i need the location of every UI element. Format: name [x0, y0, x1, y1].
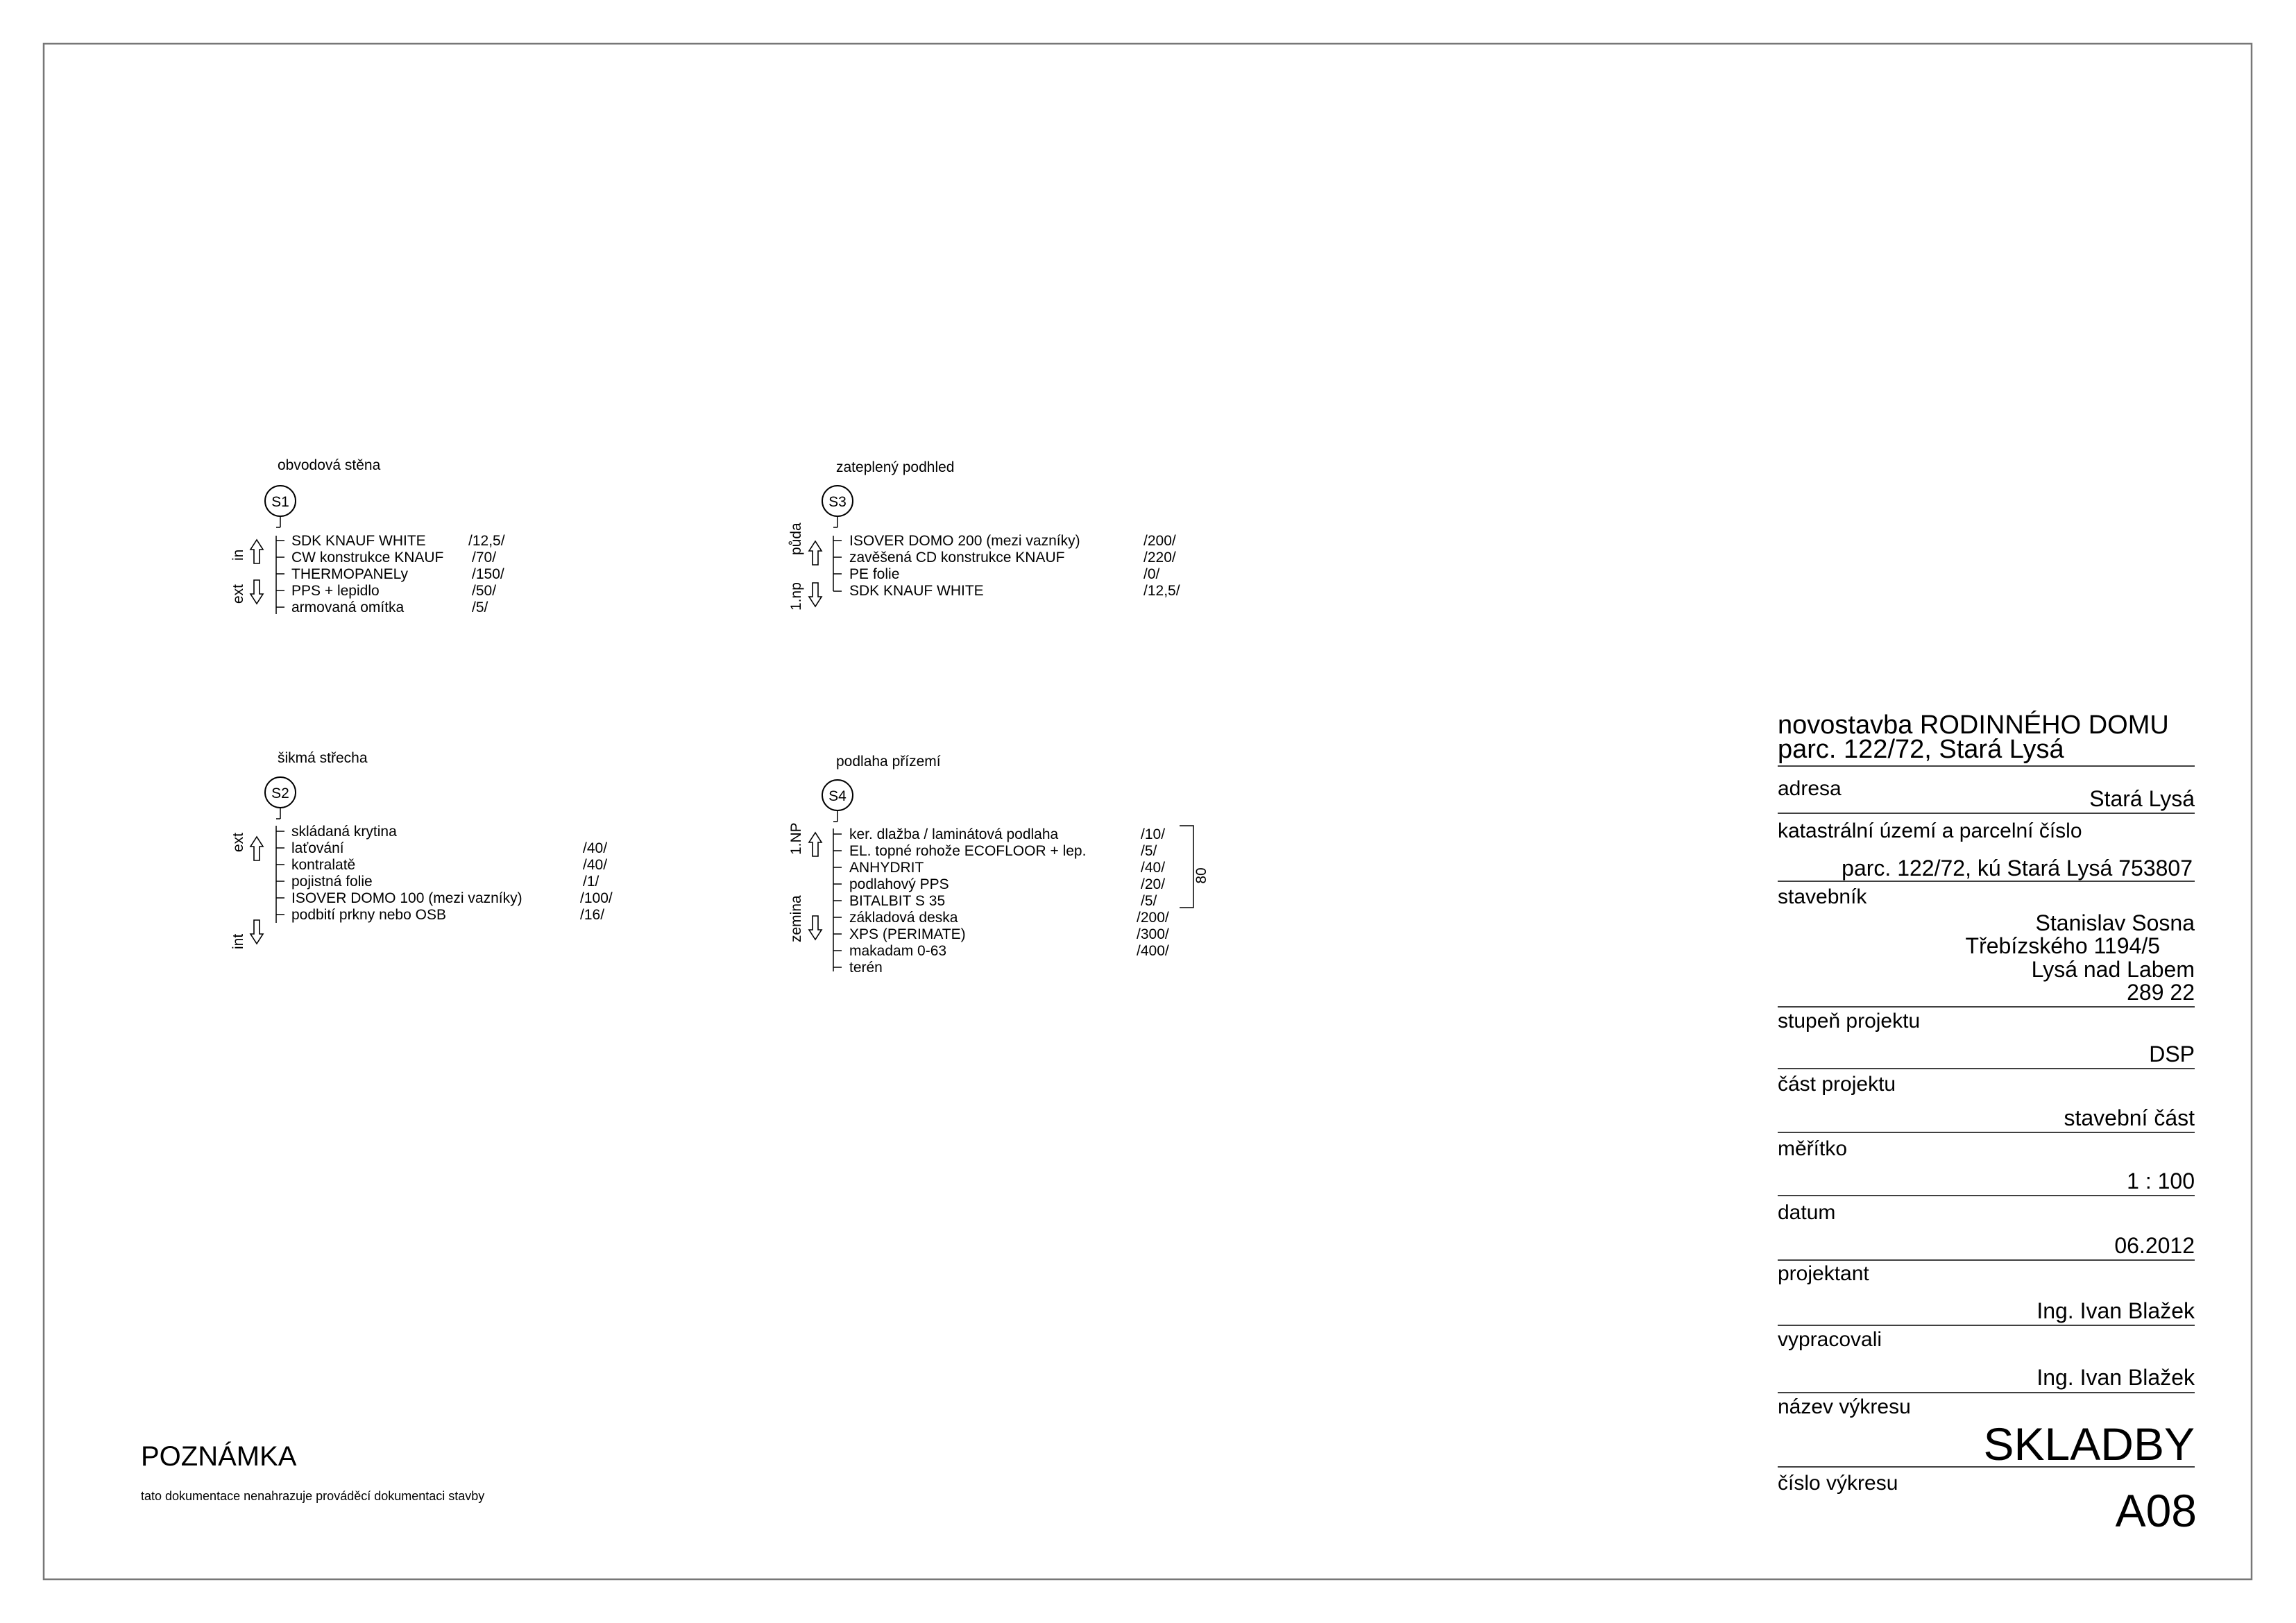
section-s2-side-top: ext	[230, 832, 246, 852]
investor-line: Třebízského 1194/5	[1965, 933, 2160, 958]
layer-thickness: /20/	[1141, 876, 1166, 892]
arrow-up-icon	[250, 837, 263, 860]
layer-name: PE folie	[849, 566, 900, 582]
part-label: část projektu	[1778, 1073, 1896, 1096]
address-value: Stará Lysá	[2089, 786, 2195, 811]
section-s3-side-bottom: 1.np	[788, 582, 804, 611]
layer-name: SDK KNAUF WHITE	[849, 583, 984, 599]
layer-name: armovaná omítka	[291, 600, 405, 615]
section-s3	[788, 459, 1180, 611]
layer-thickness: /400/	[1137, 943, 1169, 959]
arrow-down-icon	[809, 916, 822, 940]
section-s2-title: šikmá střecha	[278, 750, 368, 766]
arrow-up-icon	[809, 541, 822, 565]
layer-name: SDK KNAUF WHITE	[291, 533, 426, 549]
layer-name: ANHYDRIT	[849, 860, 924, 876]
layer-name: základová deska	[849, 910, 958, 926]
drawing-number-label: číslo výkresu	[1778, 1472, 1898, 1495]
layer-thickness: /40/	[583, 840, 608, 856]
address-label: adresa	[1778, 777, 1842, 800]
layer-thickness: /220/	[1143, 550, 1176, 566]
layer-name: THERMOPANELy	[291, 566, 409, 582]
arrow-up-icon	[250, 540, 263, 563]
drawing-name-label: název výkresu	[1778, 1395, 1911, 1418]
layer-name: podlahový PPS	[849, 876, 949, 892]
designer-label: projektant	[1778, 1262, 1869, 1285]
cadastre-value: parc. 122/72, kú Stará Lysá 753807	[1842, 856, 2193, 881]
layer-list	[833, 533, 1180, 599]
layer-thickness: /200/	[1143, 533, 1176, 549]
layer-thickness: /12,5/	[1143, 583, 1180, 599]
layer-thickness: /150/	[472, 566, 504, 582]
layer-name: kontralatě	[291, 857, 356, 873]
layer-name: ker. dlažba / laminátová podlaha	[849, 826, 1059, 842]
arrow-down-icon	[250, 920, 263, 944]
layer-thickness: /0/	[1143, 566, 1160, 582]
section-s3-code: S3	[828, 494, 847, 510]
project-title: novostavba RODINNÉHO DOMU	[1778, 711, 2169, 740]
section-s4	[788, 754, 1209, 976]
layer-name: zavěšená CD konstrukce KNAUF	[849, 550, 1065, 566]
layer-thickness: /200/	[1137, 910, 1169, 926]
scale-value: 1 : 100	[2127, 1169, 2195, 1193]
layer-name: ISOVER DOMO 200 (mezi vazníky)	[849, 533, 1080, 549]
section-s3-side-top: půda	[788, 522, 804, 555]
layer-thickness: /300/	[1137, 926, 1169, 942]
layer-thickness: /10/	[1141, 826, 1166, 842]
layer-name: pojistná folie	[291, 874, 373, 890]
date-label: datum	[1778, 1201, 1836, 1224]
layer-thickness: /40/	[583, 857, 608, 873]
layer-list	[276, 824, 613, 923]
layer-name: BITALBIT S 35	[849, 893, 946, 909]
section-s2	[230, 750, 613, 949]
section-s1-title: obvodová stěna	[278, 457, 381, 473]
drawing-number-value: A08	[2115, 1485, 2197, 1536]
arrow-down-icon	[250, 580, 263, 604]
layer-thickness: /12,5/	[468, 533, 505, 549]
layer-name: PPS + lepidlo	[291, 583, 380, 599]
date-value: 06.2012	[2114, 1233, 2195, 1258]
layer-thickness: /5/	[1141, 843, 1157, 859]
layer-name: laťování	[291, 840, 344, 856]
project-subtitle: parc. 122/72, Stará Lysá	[1778, 735, 2064, 764]
section-s3-title: zateplený podhled	[836, 459, 955, 475]
arrow-down-icon	[809, 583, 822, 606]
section-s2-side-bottom: int	[230, 933, 246, 949]
layer-name: XPS (PERIMATE)	[849, 926, 966, 942]
section-s1-code: S1	[271, 494, 289, 510]
title-block	[1778, 710, 2197, 1536]
layer-thickness: /1/	[583, 874, 599, 890]
investor-line: Lysá nad Labem	[2031, 957, 2195, 982]
section-s1-side-bottom: ext	[230, 584, 246, 604]
section-s4-side-bottom: zemina	[788, 895, 804, 942]
note-block	[141, 1441, 484, 1503]
scale-label: měřítko	[1778, 1137, 1848, 1160]
layer-thickness: /50/	[472, 583, 497, 599]
section-s4-bracket-label: 80	[1193, 867, 1209, 884]
drawing-name-value: SKLADBY	[1983, 1418, 2195, 1470]
note-text: tato dokumentace nenahrazuje prováděcí dokumentaci stavby	[141, 1489, 485, 1503]
layer-thickness: /40/	[1141, 860, 1166, 876]
section-s4-side-top: 1.NP	[788, 822, 804, 855]
drawn-label: vypracovali	[1778, 1328, 1882, 1351]
section-s4-title: podlaha přízemí	[836, 754, 941, 770]
investor-line: 289 22	[2127, 980, 2195, 1005]
section-s1-side-top: in	[230, 549, 246, 561]
stage-value: DSP	[2149, 1042, 2195, 1067]
investor-label: stavebník	[1778, 885, 1867, 908]
layer-name: ISOVER DOMO 100 (mezi vazníky)	[291, 890, 522, 906]
layer-thickness: /5/	[472, 600, 488, 615]
layer-name: terén	[849, 960, 883, 976]
layer-name: makadam 0-63	[849, 943, 947, 959]
section-s4-code: S4	[828, 788, 847, 804]
designer-value: Ing. Ivan Blažek	[2036, 1298, 2195, 1323]
layer-thickness: /5/	[1141, 893, 1157, 909]
layer-name: skládaná krytina	[291, 824, 397, 840]
layer-list	[276, 533, 505, 615]
section-s1	[230, 457, 505, 615]
section-s2-code: S2	[271, 785, 289, 801]
investor-line: Stanislav Sosna	[2035, 910, 2195, 935]
layer-name: podbití prkny nebo OSB	[291, 907, 446, 923]
part-value: stavební část	[2064, 1105, 2195, 1130]
layer-thickness: /100/	[580, 890, 613, 906]
layer-thickness: /16/	[580, 907, 605, 923]
thickness-bracket	[1180, 826, 1193, 908]
stage-label: stupeň projektu	[1778, 1010, 1921, 1033]
cadastre-label: katastrální území a parcelní číslo	[1778, 819, 2082, 842]
sheet-frame	[44, 44, 2252, 1579]
drawn-value: Ing. Ivan Blažek	[2036, 1365, 2195, 1390]
layer-name: EL. topné rohože ECOFLOOR + lep.	[849, 843, 1087, 859]
note-title: POZNÁMKA	[141, 1441, 297, 1472]
layer-thickness: /70/	[472, 550, 497, 566]
layer-list	[833, 826, 1169, 976]
arrow-up-icon	[809, 833, 822, 856]
layer-name: CW konstrukce KNAUF	[291, 550, 444, 566]
